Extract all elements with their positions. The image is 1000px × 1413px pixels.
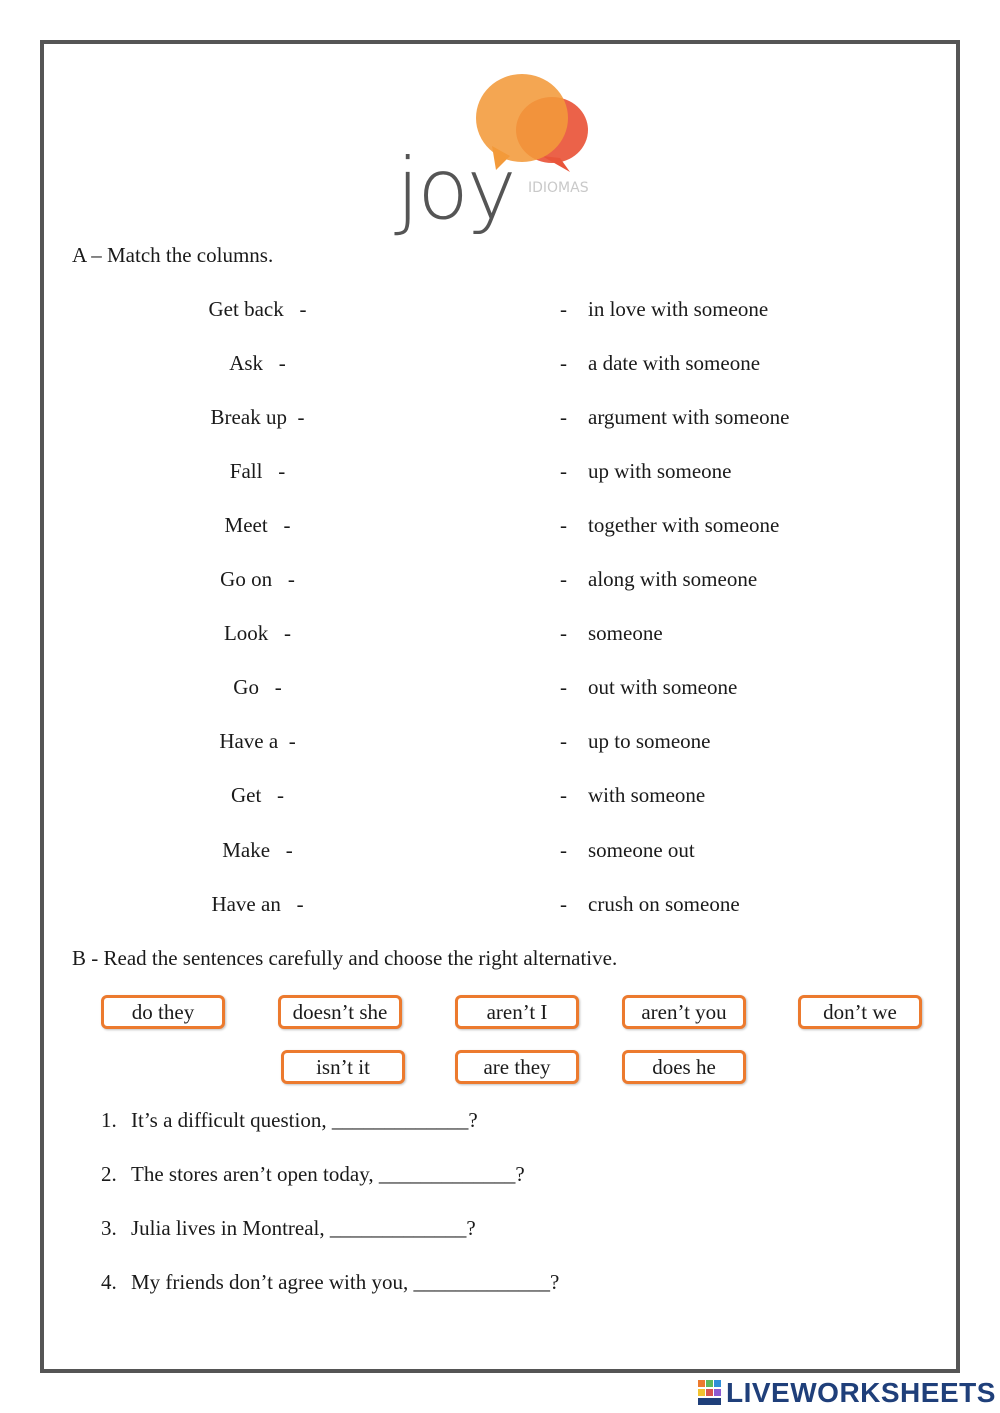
left-term: Fall - <box>229 459 286 483</box>
question-number: 2. <box>101 1162 117 1186</box>
left-term: Go on - <box>220 567 295 591</box>
match-row <box>0 459 1000 489</box>
right-dash: - <box>560 405 567 429</box>
right-dash: - <box>560 567 567 591</box>
right-term: in love with someone <box>588 297 769 321</box>
option-arent-i[interactable]: aren’t I <box>455 995 579 1029</box>
right-dash: - <box>560 513 567 537</box>
match-row <box>0 567 1000 597</box>
left-term: Get - <box>230 783 285 807</box>
left-term: Have a - <box>219 729 296 753</box>
liveworksheets-logo-icon <box>698 1380 722 1406</box>
section-a-title: A – Match the columns. <box>72 243 274 267</box>
match-row <box>0 783 1000 813</box>
right-dash: - <box>560 621 567 645</box>
right-term: up to someone <box>588 729 711 753</box>
section-b-title: B - Read the sentences carefully and choose the right alternative. <box>72 946 618 970</box>
question-number: 4. <box>101 1270 117 1294</box>
question-number: 3. <box>101 1216 117 1240</box>
question-text[interactable]: It’s a difficult question, _____________? <box>131 1108 478 1132</box>
logo-tagline: IDIOMAS <box>528 180 589 196</box>
right-dash: - <box>560 297 567 321</box>
left-term: Ask - <box>229 351 286 375</box>
match-row <box>0 838 1000 868</box>
match-row <box>0 729 1000 759</box>
left-term: Go - <box>233 675 282 699</box>
liveworksheets-brand <box>698 1378 996 1408</box>
question-3 <box>101 1216 476 1241</box>
joy-idiomas-logo <box>392 68 612 243</box>
match-row <box>0 351 1000 381</box>
left-term: Have an - <box>211 892 304 916</box>
right-dash: - <box>560 892 567 916</box>
option-isnt-it[interactable]: isn’t it <box>281 1050 405 1084</box>
right-dash: - <box>560 783 567 807</box>
right-term: someone out <box>588 838 695 862</box>
right-dash: - <box>560 459 567 483</box>
right-dash: - <box>560 675 567 699</box>
match-row <box>0 513 1000 543</box>
right-term: up with someone <box>588 459 732 483</box>
right-dash: - <box>560 729 567 753</box>
left-term: Break up - <box>210 405 305 429</box>
match-row <box>0 405 1000 435</box>
question-2 <box>101 1162 525 1187</box>
right-term: argument with someone <box>588 405 790 429</box>
question-number: 1. <box>101 1108 117 1132</box>
left-term: Make - <box>222 838 293 862</box>
option-do-they[interactable]: do they <box>101 995 225 1029</box>
question-text[interactable]: My friends don’t agree with you, _____________? <box>131 1270 560 1294</box>
match-row <box>0 297 1000 327</box>
right-term: someone <box>588 621 663 645</box>
right-term: with someone <box>588 783 706 807</box>
match-row <box>0 892 1000 922</box>
right-term: together with someone <box>588 513 780 537</box>
question-4 <box>101 1270 559 1295</box>
question-1 <box>101 1108 478 1133</box>
option-dont-we[interactable]: don’t we <box>798 995 922 1029</box>
right-term: along with someone <box>588 567 758 591</box>
left-term: Look - <box>223 621 292 645</box>
right-dash: - <box>560 351 567 375</box>
right-term: a date with someone <box>588 351 761 375</box>
left-term: Get back - <box>208 297 307 321</box>
option-doesnt-she[interactable]: doesn’t she <box>278 995 402 1029</box>
option-does-he[interactable]: does he <box>622 1050 746 1084</box>
liveworksheets-wordmark: LIVEWORKSHEETS <box>726 1377 996 1408</box>
match-row <box>0 675 1000 705</box>
match-row <box>0 621 1000 651</box>
logo-wordmark: joy <box>396 140 515 238</box>
right-term: crush on someone <box>588 892 740 916</box>
right-dash: - <box>560 838 567 862</box>
option-are-they[interactable]: are they <box>455 1050 579 1084</box>
question-text[interactable]: Julia lives in Montreal, _____________? <box>131 1216 476 1240</box>
right-term: out with someone <box>588 675 738 699</box>
left-term: Meet - <box>224 513 291 537</box>
question-text[interactable]: The stores aren’t open today, _____________? <box>131 1162 525 1186</box>
option-arent-you[interactable]: aren’t you <box>622 995 746 1029</box>
